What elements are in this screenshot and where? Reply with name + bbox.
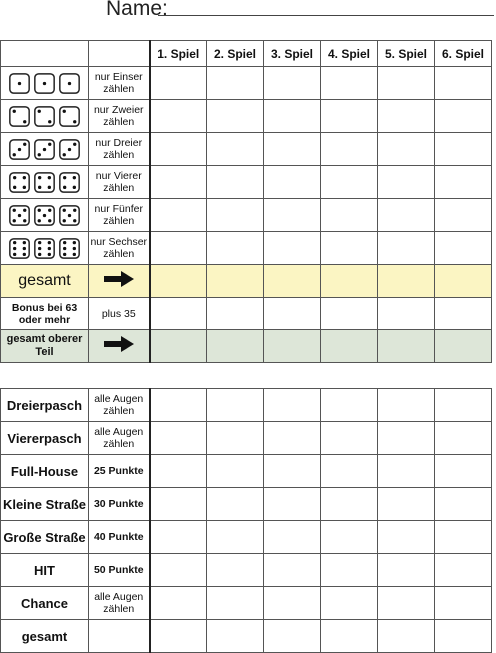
die-face-5-icon: [59, 205, 80, 226]
upper-total-arrow-cell: [89, 330, 150, 363]
dice-cell: [1, 67, 89, 100]
score-cell[interactable]: [207, 389, 264, 422]
score-cell[interactable]: [378, 488, 435, 521]
die-face-3-icon: [34, 139, 55, 160]
dice-row: [1, 166, 492, 199]
score-cell[interactable]: [435, 67, 492, 100]
score-cell[interactable]: [264, 422, 321, 455]
die-face-1-icon: [34, 73, 55, 94]
score-cell[interactable]: [378, 67, 435, 100]
die-face-2-icon: [59, 106, 80, 127]
lower-row: [1, 587, 492, 620]
die-face-1-icon: [9, 73, 30, 94]
score-cell[interactable]: [321, 133, 378, 166]
bonus-label: Bonus bei 63 oder mehr: [1, 298, 89, 330]
score-cell[interactable]: [264, 620, 321, 653]
total-row: [1, 265, 492, 298]
dice-row-label: nur Fünfer zählen: [89, 199, 150, 232]
upper-total-label: gesamt oberer Teil: [1, 330, 89, 363]
score-cell[interactable]: [435, 265, 492, 298]
score-cell[interactable]: [378, 587, 435, 620]
score-cell[interactable]: [207, 133, 264, 166]
game-header-3: 3. Spiel: [264, 41, 321, 67]
arrow-right-icon: [103, 336, 135, 352]
score-cell[interactable]: [264, 389, 321, 422]
score-cell[interactable]: [264, 521, 321, 554]
die-face-3-icon: [59, 139, 80, 160]
score-cell[interactable]: [321, 232, 378, 265]
score-cell[interactable]: [150, 554, 207, 587]
lower-row-rule: 40 Punkte: [89, 521, 150, 554]
score-cell[interactable]: [207, 232, 264, 265]
score-cell[interactable]: [321, 265, 378, 298]
score-cell[interactable]: [378, 455, 435, 488]
score-cell[interactable]: [321, 100, 378, 133]
score-cell[interactable]: [150, 265, 207, 298]
score-cell[interactable]: [321, 166, 378, 199]
name-label: Name:: [106, 0, 168, 20]
dice-row: [1, 67, 492, 100]
lower-row-rule: alle Augen zählen: [89, 389, 150, 422]
upper-total-row: [1, 330, 492, 363]
score-cell[interactable]: [435, 554, 492, 587]
score-cell[interactable]: [264, 100, 321, 133]
dice-group: [1, 172, 88, 193]
score-cell[interactable]: [264, 133, 321, 166]
score-cell[interactable]: [321, 422, 378, 455]
score-cell[interactable]: [321, 587, 378, 620]
score-cell[interactable]: [321, 199, 378, 232]
score-cell[interactable]: [321, 298, 378, 330]
lower-row: [1, 455, 492, 488]
lower-row-name: gesamt: [1, 620, 89, 653]
score-cell[interactable]: [435, 133, 492, 166]
game-header-6: 6. Spiel: [435, 41, 492, 67]
dice-row-label: nur Dreier zählen: [89, 133, 150, 166]
bonus-value: plus 35: [89, 298, 150, 330]
score-cell[interactable]: [264, 488, 321, 521]
score-cell[interactable]: [150, 298, 207, 330]
die-face-6-icon: [34, 238, 55, 259]
score-cell[interactable]: [378, 422, 435, 455]
die-face-5-icon: [9, 205, 30, 226]
name-write-line[interactable]: [158, 15, 494, 16]
dice-group: [1, 106, 88, 127]
dice-row: [1, 100, 492, 133]
die-face-2-icon: [9, 106, 30, 127]
score-cell[interactable]: [264, 455, 321, 488]
dice-row-label: nur Einser zählen: [89, 67, 150, 100]
score-cell[interactable]: [378, 330, 435, 363]
lower-row-rule: 25 Punkte: [89, 455, 150, 488]
score-cell[interactable]: [378, 166, 435, 199]
score-cell[interactable]: [207, 199, 264, 232]
score-cell[interactable]: [264, 232, 321, 265]
dice-group: [1, 73, 88, 94]
score-cell[interactable]: [207, 455, 264, 488]
score-cell[interactable]: [150, 521, 207, 554]
score-cell[interactable]: [435, 620, 492, 653]
lower-row-rule: alle Augen zählen: [89, 587, 150, 620]
score-cell[interactable]: [321, 521, 378, 554]
score-cell[interactable]: [207, 488, 264, 521]
score-cell[interactable]: [435, 488, 492, 521]
score-cell[interactable]: [150, 455, 207, 488]
game-header-2: 2. Spiel: [207, 41, 264, 67]
score-cell[interactable]: [264, 67, 321, 100]
dice-row-label: nur Zweier zählen: [89, 100, 150, 133]
score-cell[interactable]: [435, 100, 492, 133]
score-cell[interactable]: [264, 265, 321, 298]
lower-row-rule: [89, 620, 150, 653]
score-cell[interactable]: [435, 389, 492, 422]
lower-row-name: Full-House: [1, 455, 89, 488]
header-label-cell: [89, 41, 150, 67]
dice-row: [1, 199, 492, 232]
header-row: [1, 41, 492, 67]
score-cell[interactable]: [207, 587, 264, 620]
score-cell[interactable]: [150, 100, 207, 133]
score-cell[interactable]: [378, 232, 435, 265]
score-cell[interactable]: [264, 298, 321, 330]
total-arrow-cell: [89, 265, 150, 298]
score-cell[interactable]: [435, 422, 492, 455]
lower-row-rule: 30 Punkte: [89, 488, 150, 521]
score-cell[interactable]: [435, 587, 492, 620]
dice-cell: [1, 100, 89, 133]
die-face-4-icon: [34, 172, 55, 193]
score-cell[interactable]: [207, 554, 264, 587]
die-face-4-icon: [9, 172, 30, 193]
score-cell[interactable]: [150, 620, 207, 653]
score-cell[interactable]: [207, 100, 264, 133]
lower-row-name: Dreierpasch: [1, 389, 89, 422]
game-header-4: 4. Spiel: [321, 41, 378, 67]
score-cell[interactable]: [150, 199, 207, 232]
lower-row: [1, 554, 492, 587]
score-cell[interactable]: [435, 455, 492, 488]
score-cell[interactable]: [435, 521, 492, 554]
bonus-row: [1, 298, 492, 330]
score-cell[interactable]: [150, 488, 207, 521]
dice-row-label: nur Vierer zählen: [89, 166, 150, 199]
score-cell[interactable]: [207, 521, 264, 554]
score-cell[interactable]: [207, 330, 264, 363]
lower-row-name: Große Straße: [1, 521, 89, 554]
game-header-1: 1. Spiel: [150, 41, 207, 67]
score-cell[interactable]: [378, 199, 435, 232]
score-cell[interactable]: [378, 620, 435, 653]
score-cell[interactable]: [150, 422, 207, 455]
game-header-5: 5. Spiel: [378, 41, 435, 67]
total-label: gesamt: [1, 265, 89, 298]
score-cell[interactable]: [150, 166, 207, 199]
lower-row-rule: alle Augen zählen: [89, 422, 150, 455]
lower-row-name: Kleine Straße: [1, 488, 89, 521]
score-cell[interactable]: [264, 554, 321, 587]
score-cell[interactable]: [378, 554, 435, 587]
die-face-5-icon: [34, 205, 55, 226]
score-cell[interactable]: [264, 166, 321, 199]
score-cell[interactable]: [321, 554, 378, 587]
score-cell[interactable]: [264, 199, 321, 232]
score-cell[interactable]: [321, 330, 378, 363]
lower-row-name: HIT: [1, 554, 89, 587]
score-cell[interactable]: [321, 455, 378, 488]
score-cell[interactable]: [321, 389, 378, 422]
dice-cell: [1, 232, 89, 265]
score-cell[interactable]: [207, 620, 264, 653]
score-cell[interactable]: [150, 232, 207, 265]
name-field: [104, 0, 496, 22]
score-cell[interactable]: [207, 166, 264, 199]
score-cell[interactable]: [264, 330, 321, 363]
lower-row: [1, 389, 492, 422]
score-cell[interactable]: [435, 298, 492, 330]
score-cell[interactable]: [435, 232, 492, 265]
score-cell[interactable]: [207, 265, 264, 298]
dice-group: [1, 139, 88, 160]
dice-row: [1, 232, 492, 265]
dice-cell: [1, 166, 89, 199]
dice-row-label: nur Sechser zählen: [89, 232, 150, 265]
score-cell[interactable]: [150, 67, 207, 100]
score-cell[interactable]: [378, 100, 435, 133]
score-cell[interactable]: [378, 298, 435, 330]
dice-group: [1, 205, 88, 226]
dice-row: [1, 133, 492, 166]
header-corner-cell: [1, 41, 89, 67]
lower-row: [1, 422, 492, 455]
die-face-1-icon: [59, 73, 80, 94]
score-cell[interactable]: [378, 389, 435, 422]
arrow-right-icon: [103, 271, 135, 287]
score-cell[interactable]: [435, 166, 492, 199]
lower-row-rule: 50 Punkte: [89, 554, 150, 587]
lower-row-name: Viererpasch: [1, 422, 89, 455]
score-cell[interactable]: [207, 67, 264, 100]
lower-row: [1, 521, 492, 554]
score-cell[interactable]: [378, 133, 435, 166]
score-cell[interactable]: [321, 488, 378, 521]
score-cell[interactable]: [435, 199, 492, 232]
die-face-2-icon: [34, 106, 55, 127]
lower-row: [1, 488, 492, 521]
dice-cell: [1, 199, 89, 232]
lower-row-name: Chance: [1, 587, 89, 620]
score-cell[interactable]: [207, 422, 264, 455]
upper-section-table: [0, 40, 492, 363]
score-cell[interactable]: [321, 67, 378, 100]
score-cell[interactable]: [150, 389, 207, 422]
score-cell[interactable]: [150, 330, 207, 363]
dice-cell: [1, 133, 89, 166]
score-cell[interactable]: [264, 587, 321, 620]
lower-row: [1, 620, 492, 653]
score-cell[interactable]: [435, 330, 492, 363]
score-cell[interactable]: [378, 265, 435, 298]
die-face-6-icon: [59, 238, 80, 259]
score-cell[interactable]: [207, 298, 264, 330]
score-cell[interactable]: [150, 133, 207, 166]
die-face-4-icon: [59, 172, 80, 193]
lower-section-table: [0, 388, 492, 653]
dice-group: [1, 238, 88, 259]
score-cell[interactable]: [378, 521, 435, 554]
score-cell[interactable]: [150, 587, 207, 620]
die-face-6-icon: [9, 238, 30, 259]
score-cell[interactable]: [321, 620, 378, 653]
die-face-3-icon: [9, 139, 30, 160]
